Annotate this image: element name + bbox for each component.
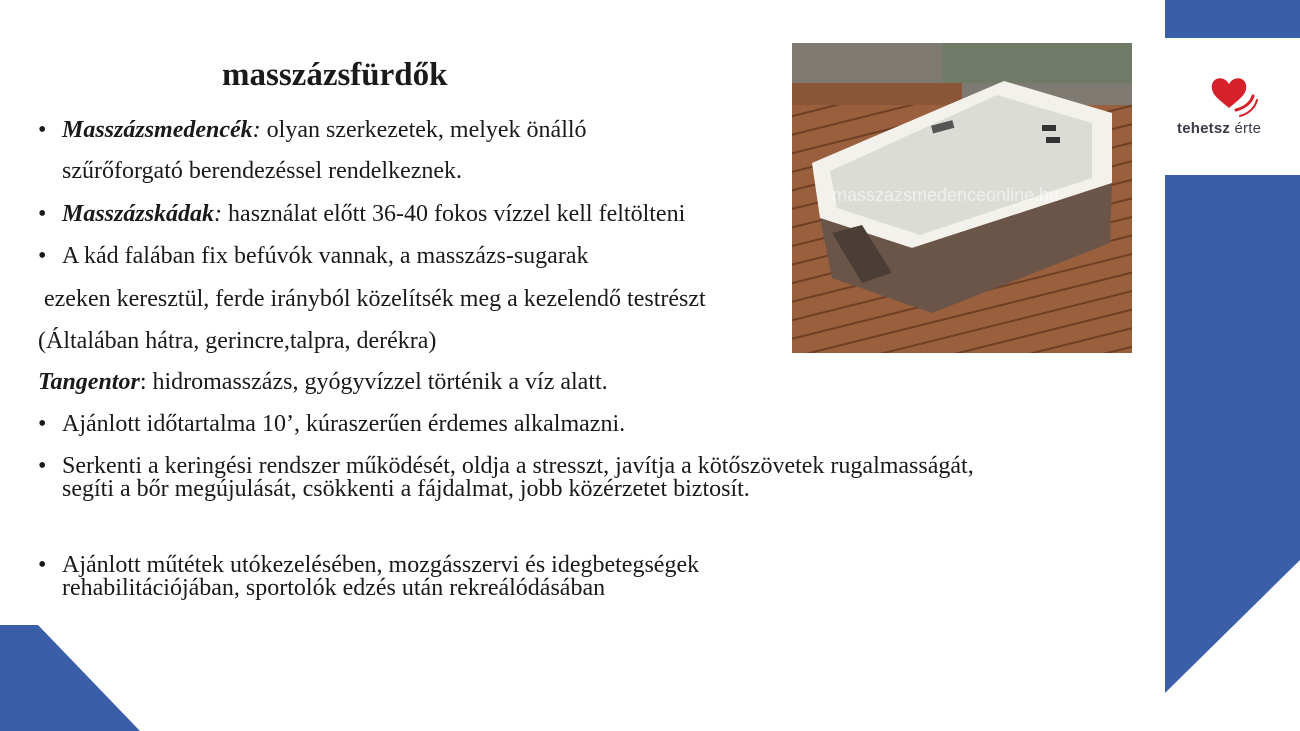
logo-wordmark xyxy=(1177,120,1297,137)
term-tangentor: Tangentor xyxy=(38,369,140,395)
bullet-kad-falaban xyxy=(38,242,588,270)
term-colon: : xyxy=(252,117,261,143)
term-masszazskadak: Masszázskádak xyxy=(62,201,215,227)
bullet-dot: • xyxy=(38,243,47,269)
line-text: : hidromasszázs, gyógyvízzel történik a víz alatt. xyxy=(139,369,608,395)
heart-logo-icon xyxy=(1174,70,1294,150)
slide-title: masszázsfürdők xyxy=(222,57,448,93)
line-text: használat előtt 36-40 fokos vízzel kell feltölteni xyxy=(222,201,686,227)
bullet-dot: • xyxy=(38,201,47,227)
line-altalaban: (Általában hátra, gerincre,talpra, derékra) xyxy=(38,328,437,354)
bullet-ajanlott-mutetek xyxy=(38,552,882,601)
bullet-masszazsmedencek xyxy=(38,116,587,144)
term-colon: : xyxy=(214,201,223,227)
line-szuroforgato: szűrőforgató berendezéssel rendelkeznek. xyxy=(62,158,463,184)
massage-bath-photo xyxy=(792,43,1132,353)
bullet-dot: • xyxy=(38,411,47,437)
term-masszazsmedencek: Masszázsmedencék xyxy=(62,117,253,143)
bullet-dot: • xyxy=(38,552,47,578)
bullet-masszazskadak xyxy=(38,200,791,228)
line-text: Ajánlott időtartalma 10’, kúraszerűen érdemes alkalmazni. xyxy=(62,411,626,437)
paragraph-text: Serkenti a keringési rendszer működését, oldja a stresszt, javítja a kötőszövetek rugalmasságát, segíti a bőr megújulását, csökkenti a fájdalmat, jobb közérzetet biztosít. xyxy=(62,453,974,502)
line-ezeken-keresztul: ezeken keresztül, ferde irányból közelítsék meg a kezelendő testrészt xyxy=(44,286,706,312)
bullet-serkenti xyxy=(38,453,1022,502)
photo-watermark: masszazsmedenceonline.hu xyxy=(832,185,1060,205)
logo-suffix: érte xyxy=(1234,120,1262,137)
bullet-ajanlott-idotartalma xyxy=(38,410,625,438)
logo-brand: tehetsz xyxy=(1177,120,1231,137)
line-text: A kád falában fix befúvók vannak, a masszázs-sugarak xyxy=(62,243,589,269)
blue-corner-shape xyxy=(0,0,300,731)
line-tangentor xyxy=(38,368,608,396)
paragraph-text: Ajánlott műtétek utókezelésében, mozgásszervi és idegbetegségek rehabilitációjában, sportolók edzés után rekreálódásában xyxy=(62,552,700,601)
line-text: olyan szerkezetek, melyek önálló xyxy=(260,117,587,143)
bullet-dot: • xyxy=(38,117,47,143)
bullet-dot: • xyxy=(38,453,47,479)
